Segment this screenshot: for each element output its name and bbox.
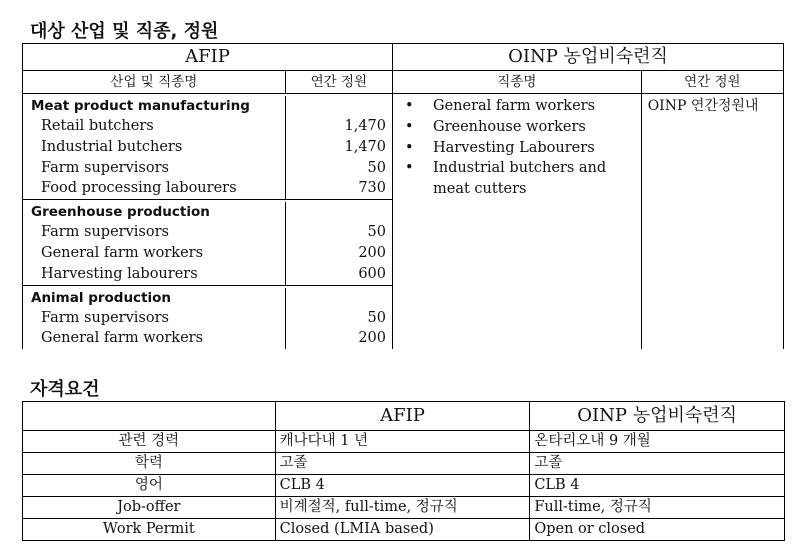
list-item: Farm supervisors	[41, 159, 169, 176]
oinp-quota-value: OINP 연간정원내	[647, 98, 759, 114]
table-row: Work Permit Closed (LMIA based) Open or closed	[23, 519, 785, 541]
quota-value: 50	[367, 309, 386, 326]
afip-quota-header: 연간 정원	[285, 71, 392, 94]
list-item: General farm workers	[41, 330, 204, 347]
oinp-occupation-list	[393, 94, 641, 200]
oinp-title: OINP 농업비숙련직	[393, 44, 784, 71]
quota-value: 1,470	[344, 118, 386, 134]
list-item: General farm workers	[41, 244, 204, 261]
afip-occupation-header: 산업 및 직종명	[23, 71, 286, 94]
industry-group	[23, 286, 392, 350]
industry-group-title: Greenhouse production	[31, 204, 210, 221]
list-item: Harvesting labourers	[41, 265, 198, 282]
quota-value: 730	[358, 180, 386, 197]
quota-value: 1,470	[344, 138, 386, 155]
table-row: Job-offer 비계절적, full-time, 정규직 Full-time, 정규직	[23, 497, 785, 519]
list-item: Farm supervisors	[41, 309, 169, 326]
industry-group-title: Meat product manufacturing	[31, 98, 250, 114]
oinp-occupation-header: 직종명	[393, 71, 642, 94]
section1-heading: 대상 산업 및 직종, 정원	[30, 21, 219, 42]
industry-group	[23, 200, 392, 285]
list-item: • General farm workers	[393, 96, 641, 117]
quota-value: 50	[367, 224, 386, 241]
oinp-column-header: OINP 농업비숙련직	[530, 402, 785, 431]
list-item: • Industrial butchers and meat cutters	[393, 158, 623, 200]
industry-group	[23, 94, 392, 200]
oinp-quota-header: 연간 정원	[641, 71, 783, 94]
quota-value: 50	[367, 159, 386, 176]
table-row: 영어 CLB 4 CLB 4	[23, 475, 785, 497]
table-row: 학력 고졸 고졸	[23, 453, 785, 475]
list-item: Retail butchers	[41, 118, 154, 134]
industry-quota-table	[22, 43, 784, 349]
list-item: Industrial butchers	[41, 138, 183, 155]
section2-heading: 자격요건	[30, 379, 100, 400]
afip-title: AFIP	[23, 44, 393, 71]
list-item: • Harvesting Labourers	[393, 138, 641, 159]
quota-value: 600	[358, 265, 386, 282]
list-item: • Greenhouse workers	[393, 117, 641, 138]
quota-value: 200	[358, 244, 386, 261]
empty-header-cell	[23, 402, 276, 431]
table-row: 관련 경력 캐나다내 1 년 온타리오내 9 개월	[23, 431, 785, 453]
afip-column-header: AFIP	[275, 402, 530, 431]
quota-value: 200	[358, 330, 386, 347]
list-item: Farm supervisors	[41, 224, 169, 241]
requirements-table	[22, 401, 785, 541]
list-item: Food processing labourers	[41, 180, 237, 197]
industry-group-title: Animal production	[31, 289, 172, 306]
